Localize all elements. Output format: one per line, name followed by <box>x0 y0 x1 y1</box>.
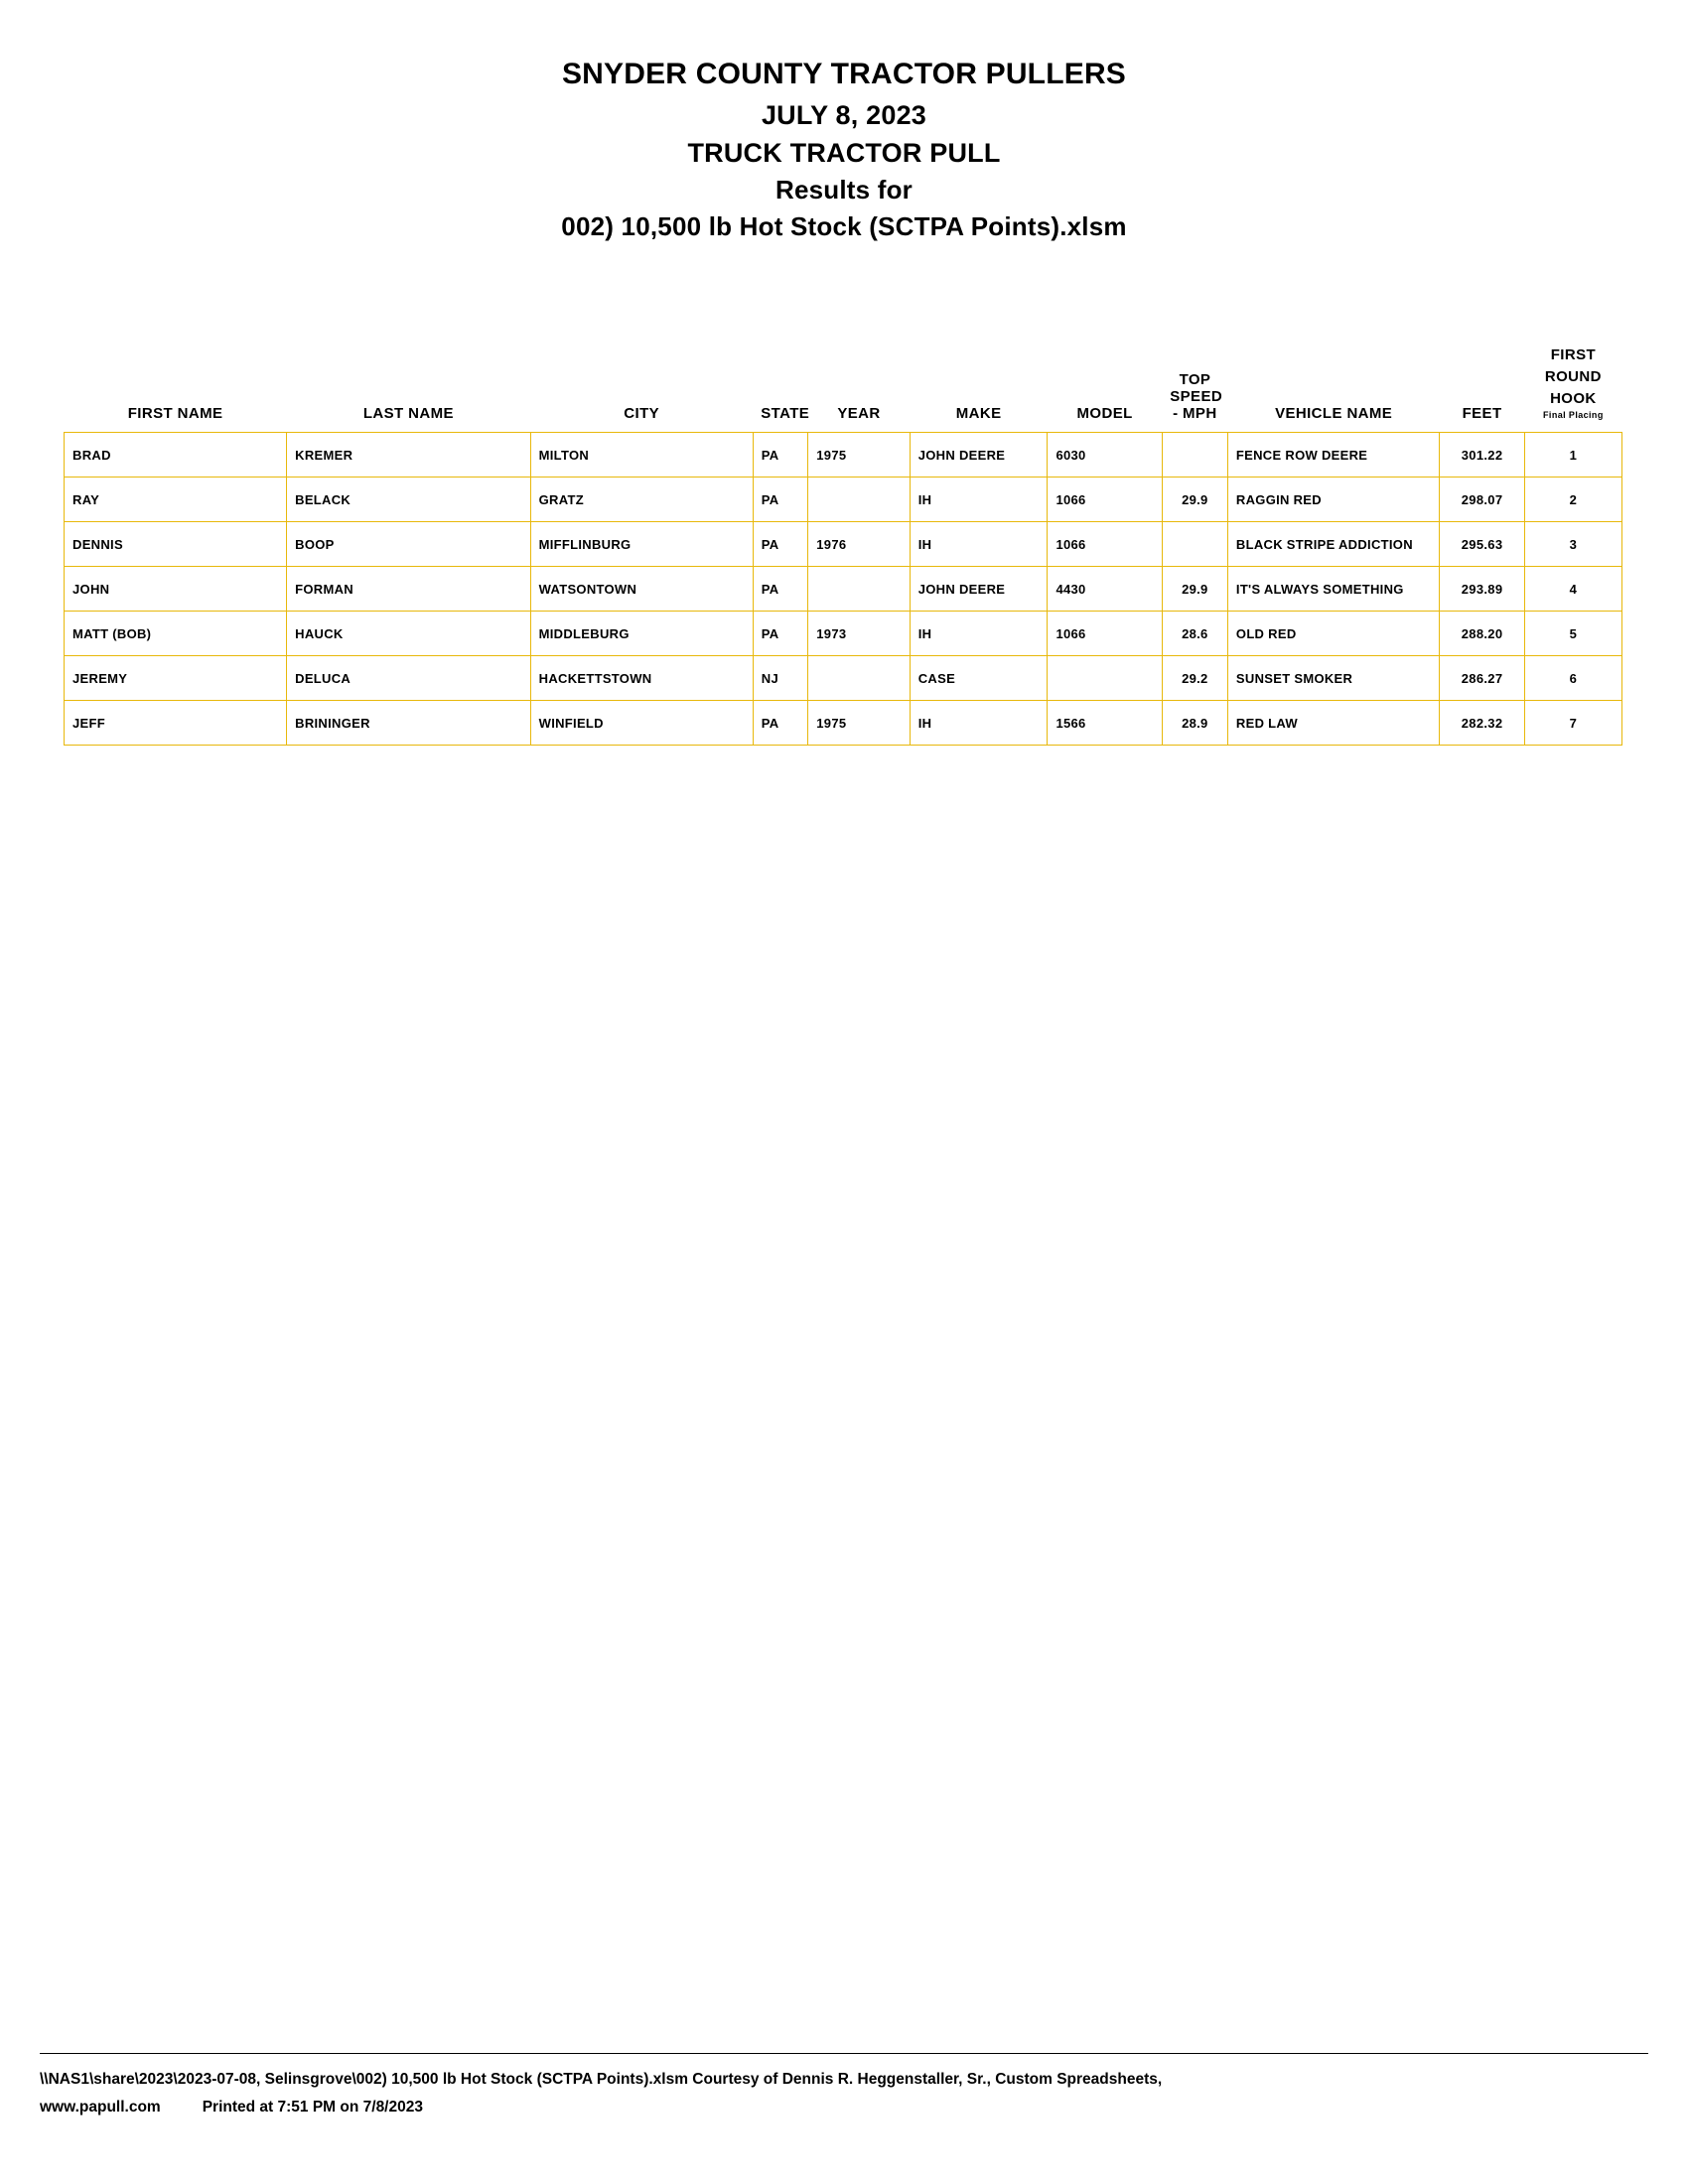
document-footer <box>40 2053 1648 2122</box>
cell-placing: 2 <box>1524 478 1621 522</box>
cell-make: JOHN DEERE <box>910 567 1048 612</box>
cell-city: MIFFLINBURG <box>530 522 753 567</box>
cell-state: PA <box>753 701 808 746</box>
cell-vehicle-name: BLACK STRIPE ADDICTION <box>1227 522 1439 567</box>
document-header <box>60 54 1628 245</box>
cell-first-name: JEFF <box>65 701 287 746</box>
results-table-container <box>60 344 1628 746</box>
cell-model <box>1048 656 1162 701</box>
cell-placing: 7 <box>1524 701 1621 746</box>
cell-make: IH <box>910 701 1048 746</box>
footer-second-line <box>40 2094 1648 2122</box>
header-line-1: SNYDER COUNTY TRACTOR PULLERS <box>561 58 1127 90</box>
cell-vehicle-name: RAGGIN RED <box>1227 478 1439 522</box>
cell-year <box>808 656 910 701</box>
cell-model: 4430 <box>1048 567 1162 612</box>
cell-vehicle-name: FENCE ROW DEERE <box>1227 433 1439 478</box>
cell-top-speed: 29.2 <box>1162 656 1227 701</box>
col-header-top-speed <box>1162 344 1227 433</box>
cell-make: JOHN DEERE <box>910 433 1048 478</box>
cell-last-name: HAUCK <box>287 612 530 656</box>
header-line-5: 002) 10,500 lb Hot Stock (SCTPA Points).xlsm <box>561 211 1127 242</box>
cell-first-name: JOHN <box>65 567 287 612</box>
cell-last-name: BRININGER <box>287 701 530 746</box>
col-header-vehicle-name: VEHICLE NAME <box>1227 344 1439 433</box>
cell-state: NJ <box>753 656 808 701</box>
cell-make: IH <box>910 478 1048 522</box>
results-table <box>64 344 1622 746</box>
table-header-row <box>65 344 1622 433</box>
cell-first-name: MATT (BOB) <box>65 612 287 656</box>
col-header-model: MODEL <box>1048 344 1162 433</box>
cell-last-name: DELUCA <box>287 656 530 701</box>
cell-placing: 6 <box>1524 656 1621 701</box>
cell-first-name: DENNIS <box>65 522 287 567</box>
cell-placing: 4 <box>1524 567 1621 612</box>
cell-top-speed: 29.9 <box>1162 478 1227 522</box>
cell-model: 6030 <box>1048 433 1162 478</box>
col-header-year: YEAR <box>808 344 910 433</box>
cell-year <box>808 478 910 522</box>
cell-state: PA <box>753 433 808 478</box>
cell-feet: 286.27 <box>1440 656 1524 701</box>
col-header-city: CITY <box>530 344 753 433</box>
cell-year: 1975 <box>808 701 910 746</box>
footer-path-line: \\NAS1\share\2023\2023-07-08, Selinsgrove\002) 10,500 lb Hot Stock (SCTPA Points).xlsm Courtesy of Dennis R. Heggenstaller, Sr., Custom Spreadsheets, <box>40 2070 1163 2088</box>
cell-vehicle-name: IT'S ALWAYS SOMETHING <box>1227 567 1439 612</box>
cell-make: IH <box>910 612 1048 656</box>
cell-first-name: RAY <box>65 478 287 522</box>
cell-feet: 293.89 <box>1440 567 1524 612</box>
cell-city: GRATZ <box>530 478 753 522</box>
cell-state: PA <box>753 522 808 567</box>
col-header-feet: FEET <box>1440 344 1524 433</box>
cell-last-name: BELACK <box>287 478 530 522</box>
cell-feet: 282.32 <box>1440 701 1524 746</box>
cell-model: 1066 <box>1048 478 1162 522</box>
cell-feet: 295.63 <box>1440 522 1524 567</box>
col-header-state-label: STATE <box>761 405 810 423</box>
cell-year: 1975 <box>808 433 910 478</box>
cell-year: 1976 <box>808 522 910 567</box>
col-header-hook-l1: FIRST ROUND <box>1544 346 1602 385</box>
col-header-state <box>753 344 808 433</box>
cell-placing: 3 <box>1524 522 1621 567</box>
cell-vehicle-name: RED LAW <box>1227 701 1439 746</box>
cell-feet: 301.22 <box>1440 433 1524 478</box>
cell-placing: 5 <box>1524 612 1621 656</box>
table-row <box>65 433 1622 478</box>
cell-vehicle-name: SUNSET SMOKER <box>1227 656 1439 701</box>
cell-year: 1973 <box>808 612 910 656</box>
col-header-top-speed-l1: TOP <box>1179 371 1211 389</box>
cell-first-name: BRAD <box>65 433 287 478</box>
cell-feet: 288.20 <box>1440 612 1524 656</box>
table-row <box>65 656 1622 701</box>
col-header-top-speed-l3: - MPH <box>1173 405 1217 423</box>
cell-placing: 1 <box>1524 433 1621 478</box>
cell-model: 1066 <box>1048 522 1162 567</box>
table-row <box>65 701 1622 746</box>
cell-last-name: BOOP <box>287 522 530 567</box>
col-header-top-speed-l2: SPEED <box>1170 388 1223 406</box>
col-header-first-name: FIRST NAME <box>65 344 287 433</box>
col-header-hook-l3: Final Placing <box>1543 410 1604 421</box>
cell-state: PA <box>753 612 808 656</box>
cell-model: 1066 <box>1048 612 1162 656</box>
header-line-2: JULY 8, 2023 <box>761 99 927 130</box>
cell-make: IH <box>910 522 1048 567</box>
col-header-last-name: LAST NAME <box>287 344 530 433</box>
cell-city: MILTON <box>530 433 753 478</box>
table-row <box>65 567 1622 612</box>
cell-city: HACKETTSTOWN <box>530 656 753 701</box>
cell-make: CASE <box>910 656 1048 701</box>
footer-printed-timestamp: Printed at 7:51 PM on 7/8/2023 <box>202 2099 423 2116</box>
table-row <box>65 612 1622 656</box>
cell-last-name: FORMAN <box>287 567 530 612</box>
header-line-4: Results for <box>774 175 913 205</box>
cell-city: WATSONTOWN <box>530 567 753 612</box>
cell-first-name: JEREMY <box>65 656 287 701</box>
cell-year <box>808 567 910 612</box>
cell-top-speed <box>1162 433 1227 478</box>
cell-model: 1566 <box>1048 701 1162 746</box>
footer-website[interactable]: www.papull.com <box>40 2099 161 2116</box>
cell-feet: 298.07 <box>1440 478 1524 522</box>
cell-vehicle-name: OLD RED <box>1227 612 1439 656</box>
cell-last-name: KREMER <box>287 433 530 478</box>
table-body <box>65 433 1622 746</box>
cell-state: PA <box>753 478 808 522</box>
cell-state: PA <box>753 567 808 612</box>
cell-top-speed: 28.9 <box>1162 701 1227 746</box>
table-row <box>65 522 1622 567</box>
table-row <box>65 478 1622 522</box>
cell-top-speed: 29.9 <box>1162 567 1227 612</box>
cell-city: MIDDLEBURG <box>530 612 753 656</box>
header-line-3: TRUCK TRACTOR PULL <box>687 137 1001 168</box>
col-header-first-round-hook <box>1524 344 1621 433</box>
cell-top-speed <box>1162 522 1227 567</box>
cell-top-speed: 28.6 <box>1162 612 1227 656</box>
col-header-hook-l2: HOOK <box>1550 389 1597 407</box>
col-header-make: MAKE <box>910 344 1048 433</box>
cell-city: WINFIELD <box>530 701 753 746</box>
